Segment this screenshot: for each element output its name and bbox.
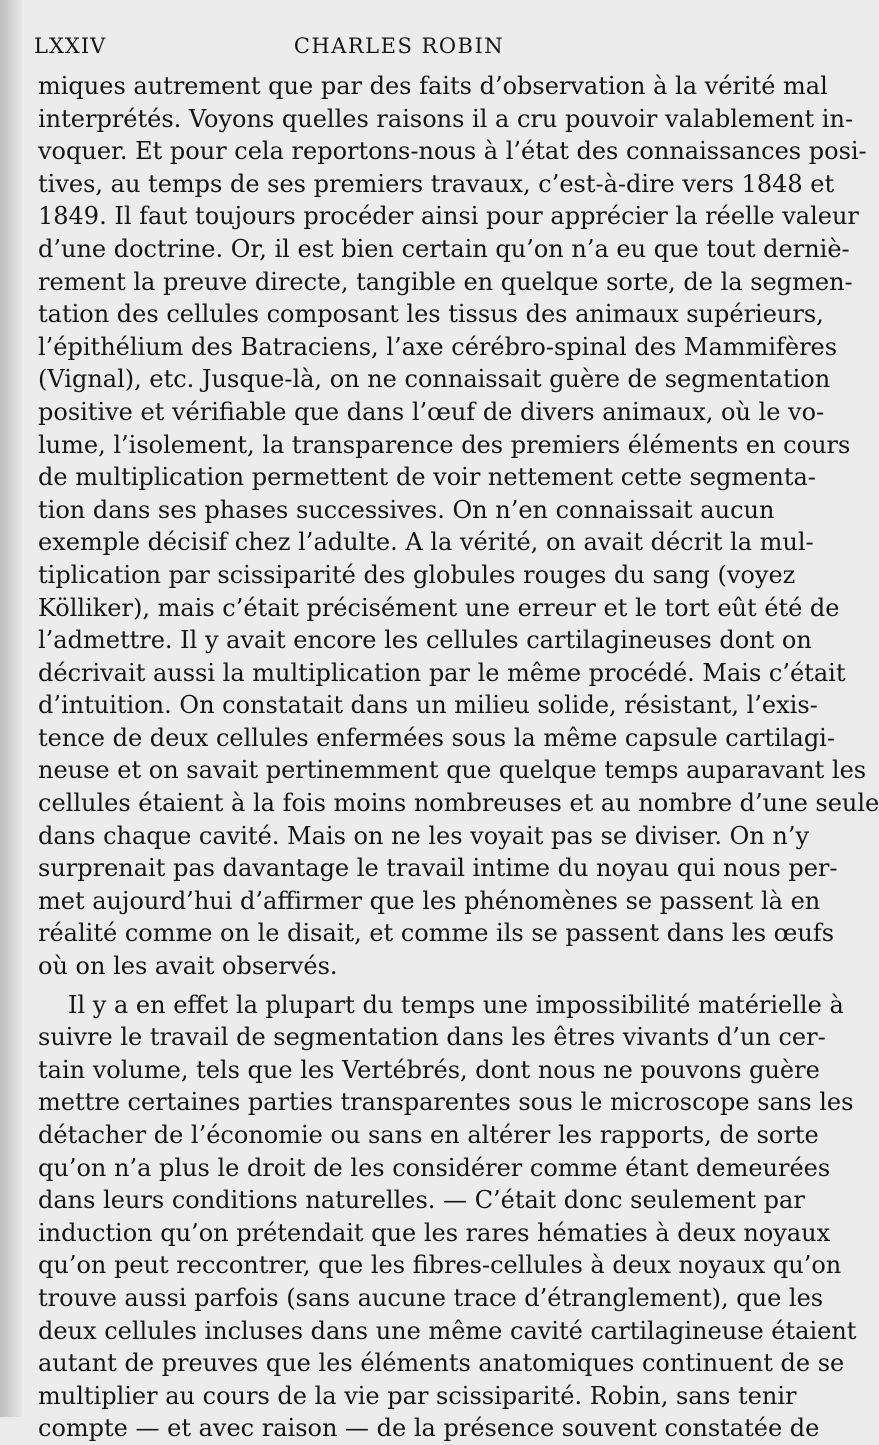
text-line: qu’on peut reccontrer, que les fibres-cellules à deux noyaux qu’on — [38, 1251, 842, 1280]
text-line: dans leurs conditions naturelles. — C’était donc seulement par — [38, 1186, 805, 1215]
paragraph-end-line: où on les avait observés. — [38, 952, 338, 981]
text-line: (Vignal), etc. Jusque-là, on ne connaissait guère de segmentation — [38, 365, 831, 394]
text-line: exemple décisif chez l’adulte. A la vérité, on avait décrit la mul- — [38, 528, 814, 557]
text-line: trouve aussi parfois (sans aucune trace d’étranglement), que les — [38, 1283, 824, 1312]
page-header — [34, 34, 764, 62]
text-line: positive et vérifiable que dans l’œuf de divers animaux, où le vo- — [38, 397, 825, 426]
text-line: détacher de l’économie ou sans en altérer les rapports, de sorte — [38, 1121, 819, 1149]
text-line: autant de preuves que les éléments anatomiques continuent de se — [38, 1349, 845, 1378]
text-line: compte — et avec raison — de la présence souvent constatée de — [38, 1414, 820, 1443]
text-line: l’admettre. Il y avait encore les cellules cartilagineuses dont on — [38, 626, 812, 655]
text-line: voquer. Et pour cela reportons-nous à l’état des connaissances posi- — [38, 137, 867, 166]
text-line: lume, l’isolement, la transparence des premiers éléments en cours — [38, 430, 851, 459]
text-line: met aujourd’hui d’affirmer que les phénomènes se passent là en — [38, 886, 821, 915]
text-line: surprenait pas davantage le travail intime du noyau qui nous per- — [38, 854, 838, 883]
text-line: miques autrement que par des faits d’observation à la vérité mal — [38, 72, 828, 100]
text-line: de multiplication permettent de voir nettement cette segmenta- — [38, 463, 816, 492]
page-number: LXXIV — [34, 34, 107, 58]
text-line: interprétés. Voyons quelles raisons il a cru pouvoir valablement in- — [38, 104, 854, 133]
text-line: tation des cellules composant les tissus des animaux supérieurs, — [38, 300, 824, 329]
text-line: mettre certaines parties transparentes sous le microscope sans les — [38, 1088, 854, 1117]
running-head: CHARLES ROBIN — [293, 34, 505, 58]
text-line: rement la preuve directe, tangible en quelque sorte, de la segmen- — [38, 267, 853, 296]
text-line: tives, au temps de ses premiers travaux, c’est-à-dire vers 1848 et — [38, 169, 835, 198]
text-line: tion dans ses phases successives. On n’en connaissait aucun — [38, 495, 775, 524]
text-line: qu’on n’a plus le droit de les considérer comme étant demeurées — [38, 1153, 831, 1182]
text-line: décrivait aussi la multiplication par le même procédé. Mais c’était — [38, 658, 846, 687]
text-line: cellules étaient à la fois moins nombreuses et au nombre d’une seule — [38, 789, 879, 818]
text-line: tiplication par scissiparité des globules rouges du sang (voyez — [38, 560, 796, 589]
text-line: l’épithélium des Batraciens, l’axe cérébro-spinal des Mammifères — [38, 332, 838, 361]
binding-shadow — [0, 0, 22, 1417]
text-line: tain volume, tels que les Vertébrés, dont nous ne pouvons guère — [38, 1055, 820, 1084]
text-line: multiplier au cours de la vie par scissiparité. Robin, sans tenir — [38, 1381, 797, 1410]
text-line: neuse et on savait pertinemment que quelque temps auparavant les — [38, 756, 867, 785]
text-line: 1849. Il faut toujours procéder ainsi pour apprécier la réelle valeur — [38, 202, 859, 231]
text-line: réalité comme on le disait, et comme ils se passent dans les œufs — [38, 919, 835, 948]
text-line: d’une doctrine. Or, il est bien certain qu’on n’a eu que tout derniè- — [38, 234, 850, 263]
text-line: induction qu’on prétendait que les rares hématies à deux noyaux — [38, 1218, 831, 1247]
text-line: dans chaque cavité. Mais on ne les voyait pas se diviser. On n’y — [38, 821, 810, 850]
text-line: suivre le travail de segmentation dans les êtres vivants d’un cer- — [38, 1023, 826, 1052]
text-line: deux cellules incluses dans une même cavité cartilagineuse étaient — [38, 1316, 857, 1345]
text-line: Kölliker), mais c’était précisément une erreur et le tort eût été de — [38, 593, 840, 622]
text-line: tence de deux cellules enfermées sous la même capsule cartilagi- — [38, 723, 835, 752]
text-line: d’intuition. On constatait dans un milieu solide, résistant, l’exis- — [38, 691, 818, 720]
body-text — [38, 70, 879, 1445]
paragraph-start-line: Il y a en effet la plupart du temps une impossibilité matérielle à — [68, 990, 844, 1019]
